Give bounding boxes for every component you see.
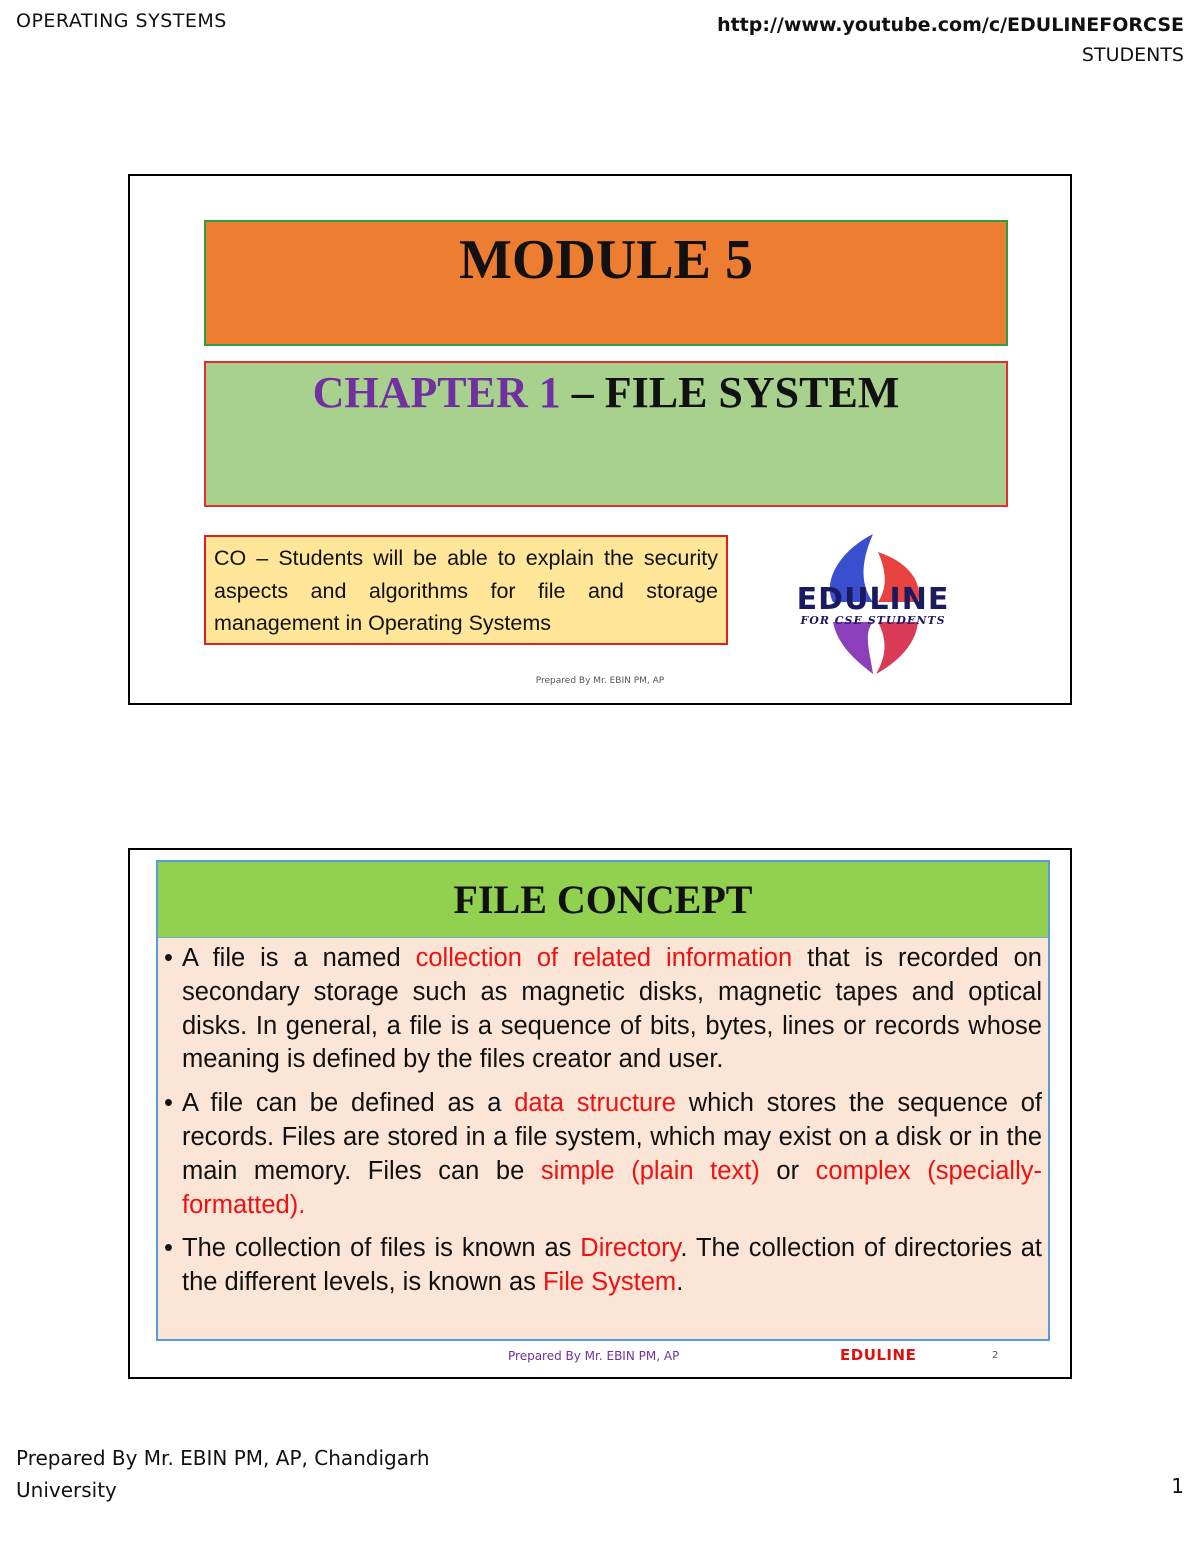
chapter-banner <box>204 361 1008 507</box>
chapter-number: CHAPTER 1 <box>312 368 561 417</box>
module-banner <box>204 220 1008 346</box>
bullet-text: or <box>759 1156 816 1185</box>
channel-url-line1: http://www.youtube.com/c/EDULINEFORCSE <box>717 14 1184 36</box>
bullet-dot: • <box>164 1089 173 1118</box>
bullet-text: which stores the sequence of records. Files are stored in a file system, which may exist on a disk or in the main memory. Files can be <box>182 1089 1043 1185</box>
slide-module-title <box>128 174 1072 705</box>
slide-file-concept <box>128 848 1072 1379</box>
page-footer-line2: University <box>16 1478 117 1502</box>
highlight-text: data structure <box>514 1089 676 1118</box>
highlight-text: File System <box>542 1268 677 1297</box>
file-concept-title: FILE CONCEPT <box>453 877 753 922</box>
bullet-text: . <box>676 1268 684 1297</box>
header-channel-url <box>717 10 1184 70</box>
page-number: 1 <box>1171 1474 1184 1498</box>
page-footer <box>16 1442 486 1506</box>
bullet-item <box>162 942 1042 1077</box>
channel-url-line2: STUDENTS <box>1081 44 1184 66</box>
file-concept-panel <box>156 860 1050 1341</box>
bullet-text: The collection of files is known as <box>182 1234 581 1263</box>
highlight-text: collection of related information <box>415 944 793 972</box>
slide1-footer: Prepared By Mr. EBIN PM, AP <box>535 676 665 686</box>
slide2-footer: Prepared By Mr. EBIN PM, AP <box>508 1349 680 1363</box>
bullet-dot: • <box>164 1234 173 1263</box>
file-concept-header <box>158 862 1048 938</box>
bullet-item <box>162 1232 1042 1300</box>
page-footer-line1: Prepared By Mr. EBIN PM, AP, Chandigarh <box>16 1446 430 1470</box>
course-outcome-box: CO – Students will be able to explain the security aspects and algorithms for file and storage management in Operating Systems <box>204 535 728 645</box>
eduline-logo <box>778 522 968 682</box>
highlight-text: Directory <box>580 1234 681 1263</box>
highlight-text: complex (specially-formatted). <box>182 1156 1043 1219</box>
bullet-dot: • <box>164 944 173 972</box>
highlight-text: simple (plain text) <box>540 1156 760 1185</box>
bullet-text: A file can be defined as a <box>182 1089 515 1118</box>
header-course-title: OPERATING SYSTEMS <box>16 10 227 32</box>
chapter-name: – FILE SYSTEM <box>560 368 900 417</box>
logo-tagline: FOR CSE STUDENTS <box>800 614 946 627</box>
file-concept-bullets <box>158 938 1048 1300</box>
logo-wordmark: EDULINE <box>796 582 950 617</box>
module-title: MODULE 5 <box>459 229 753 291</box>
bullet-text: . The collection of directories at the different levels, is known as <box>182 1234 1042 1297</box>
bullet-text: that is recorded on secondary storage such as magnetic disks, magnetic tapes and optical disks. In general, a file is a sequence of bits, bytes, lines or records whose meaning is defined by the files creator and user. <box>182 944 1042 1074</box>
bullet-text: A file is a named <box>182 944 416 972</box>
slide2-footer-logo: EDULINE <box>840 1346 917 1364</box>
slide-number: 2 <box>992 1350 999 1361</box>
bullet-item <box>162 1087 1042 1222</box>
chapter-title <box>313 367 900 418</box>
